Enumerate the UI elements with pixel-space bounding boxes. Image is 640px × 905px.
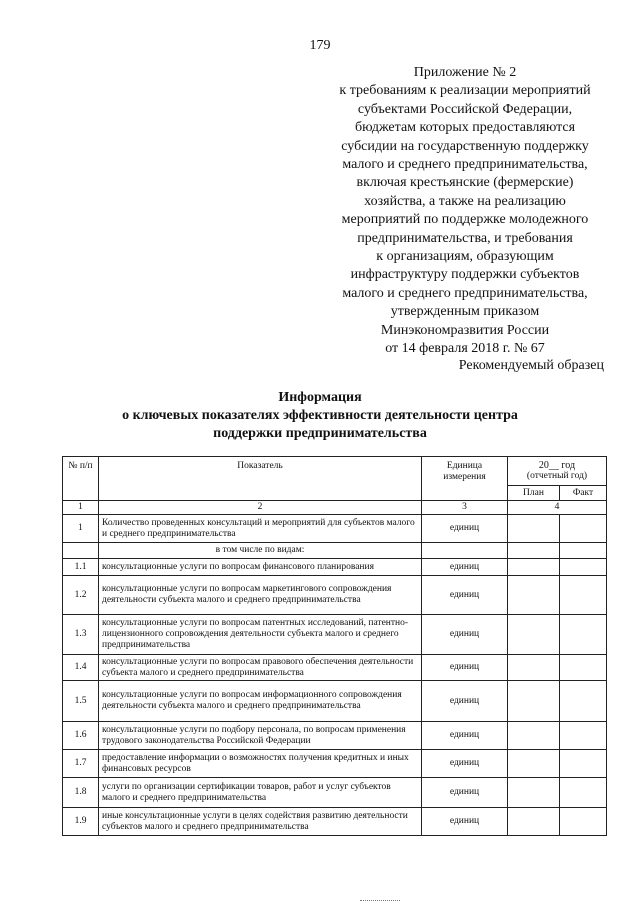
fact-cell (560, 750, 607, 778)
appendix-line: мероприятий по поддержке молодежного (341, 212, 589, 228)
appendix-line: хозяйства, а также на реализацию (364, 193, 566, 209)
appendix-block (320, 64, 610, 359)
empty-cell (63, 543, 99, 559)
header-year-label: 20__ год (538, 460, 576, 471)
recommended-sample-label: Рекомендуемый образец (458, 358, 604, 373)
table-subheader-row (63, 543, 607, 559)
heading-subtitle: о ключевых показателях эффективности деятельности центра (122, 408, 518, 423)
row-indicator: консультационные услуги по вопросам правового обеспечения деятельности субъекта малого и среднего предпринимательства (99, 655, 422, 681)
fact-cell (560, 615, 607, 655)
row-indicator: услуги по организации сертификации товаров, работ и услуг субъектов малого и среднего предпринимательства (99, 778, 422, 808)
indicators-table (62, 456, 607, 836)
fact-cell (560, 808, 607, 836)
row-unit: единиц (422, 576, 508, 615)
table-row (63, 576, 607, 615)
appendix-line: малого и среднего предпринимательства, (342, 157, 588, 173)
table-row (63, 615, 607, 655)
header-year (508, 457, 607, 486)
row-unit: единиц (422, 808, 508, 836)
appendix-line: предпринимательства, и требования (357, 230, 573, 246)
appendix-line: включая крестьянские (фермерские) (356, 175, 574, 191)
row-indicator: консультационные услуги по подбору персонала, по вопросам применения трудового законодательства Российской Федерации (99, 722, 422, 750)
appendix-line: от 14 февраля 2018 г. № 67 (385, 341, 545, 357)
fact-cell (560, 559, 607, 576)
plan-cell (508, 722, 560, 750)
subheader-label: в том числе по видам: (99, 543, 422, 559)
plan-cell (508, 778, 560, 808)
appendix-line: субсидии на государственную поддержку (341, 138, 589, 154)
header-indicator: Показатель (99, 457, 422, 501)
column-number-cell: 2 (99, 501, 422, 515)
fact-cell (560, 778, 607, 808)
row-number: 1 (63, 515, 99, 543)
fact-cell (560, 655, 607, 681)
row-unit: единиц (422, 681, 508, 722)
row-number: 1.8 (63, 778, 99, 808)
plan-cell (508, 681, 560, 722)
table-row (63, 655, 607, 681)
header-unit: Единица измерения (422, 457, 508, 501)
row-indicator: предоставление информации о возможностях получения кредитных и иных финансовых ресурсов (99, 750, 422, 778)
row-number: 1.7 (63, 750, 99, 778)
row-number: 1.6 (63, 722, 99, 750)
row-indicator: консультационные услуги по вопросам маркетингового сопровождения деятельности субъекта малого и среднего предпринимательства (99, 576, 422, 615)
plan-cell (508, 615, 560, 655)
row-number: 1.2 (63, 576, 99, 615)
row-unit: единиц (422, 750, 508, 778)
plan-cell (508, 750, 560, 778)
header-plan: План (508, 486, 560, 501)
table-row (63, 778, 607, 808)
scan-artifact-divider (360, 900, 400, 903)
appendix-line: Минэкономразвития России (380, 322, 550, 338)
row-indicator: Количество проведенных консультаций и мероприятий для субъектов малого и среднего предпринимательства (99, 515, 422, 543)
table-row (63, 808, 607, 836)
appendix-line: малого и среднего предпринимательства, (342, 285, 588, 301)
appendix-line: субъектами Российской Федерации, (357, 101, 573, 117)
row-indicator: консультационные услуги по вопросам финансового планирования (99, 559, 422, 576)
fact-cell (560, 515, 607, 543)
row-indicator: консультационные услуги по вопросам патентных исследований, патентно-лицензионного сопровождения деятельности субъекта малого и среднего предпринимательства (99, 615, 422, 655)
plan-cell (508, 808, 560, 836)
table-row (63, 515, 607, 543)
row-number: 1.1 (63, 559, 99, 576)
appendix-line: инфраструктуру поддержки субъектов (350, 267, 580, 283)
table-row (63, 681, 607, 722)
row-indicator: консультационные услуги по вопросам информационного сопровождения деятельности субъекта малого и среднего предпринимательства (99, 681, 422, 722)
appendix-line: бюджетам которых предоставляются (354, 120, 576, 136)
row-unit: единиц (422, 778, 508, 808)
table-row (63, 750, 607, 778)
plan-cell (508, 655, 560, 681)
fact-cell (560, 576, 607, 615)
row-unit: единиц (422, 615, 508, 655)
table-row (63, 559, 607, 576)
column-number-cell: 3 (422, 501, 508, 515)
appendix-line: к требованиям к реализации мероприятий (339, 83, 591, 99)
plan-cell (508, 576, 560, 615)
row-unit: единиц (422, 515, 508, 543)
appendix-line: к организациям, образующим (376, 249, 554, 265)
header-period-label: (отчетный год) (526, 471, 588, 481)
fact-cell (560, 543, 607, 559)
heading-title: Информация (278, 390, 362, 405)
appendix-line: Приложение № 2 (413, 65, 517, 80)
heading-subtitle: поддержки предпринимательства (213, 426, 427, 441)
plan-cell (508, 515, 560, 543)
header-fact: Факт (560, 486, 607, 501)
plan-cell (508, 543, 560, 559)
row-number: 1.5 (63, 681, 99, 722)
row-unit: единиц (422, 655, 508, 681)
row-number: 1.9 (63, 808, 99, 836)
header-number: № п/п (63, 457, 99, 501)
row-unit: единиц (422, 722, 508, 750)
plan-cell (508, 559, 560, 576)
appendix-line: утвержденным приказом (390, 304, 540, 320)
row-unit: единиц (422, 559, 508, 576)
row-number: 1.3 (63, 615, 99, 655)
page-number: 179 (309, 38, 331, 53)
fact-cell (560, 681, 607, 722)
empty-cell (422, 543, 508, 559)
row-indicator: иные консультационные услуги в целях содействия развитию деятельности субъектов малого и среднего предпринимательства (99, 808, 422, 836)
column-number-cell: 4 (508, 501, 607, 515)
table-row (63, 722, 607, 750)
column-number-cell: 1 (63, 501, 99, 515)
row-number: 1.4 (63, 655, 99, 681)
fact-cell (560, 722, 607, 750)
document-heading (0, 389, 640, 443)
